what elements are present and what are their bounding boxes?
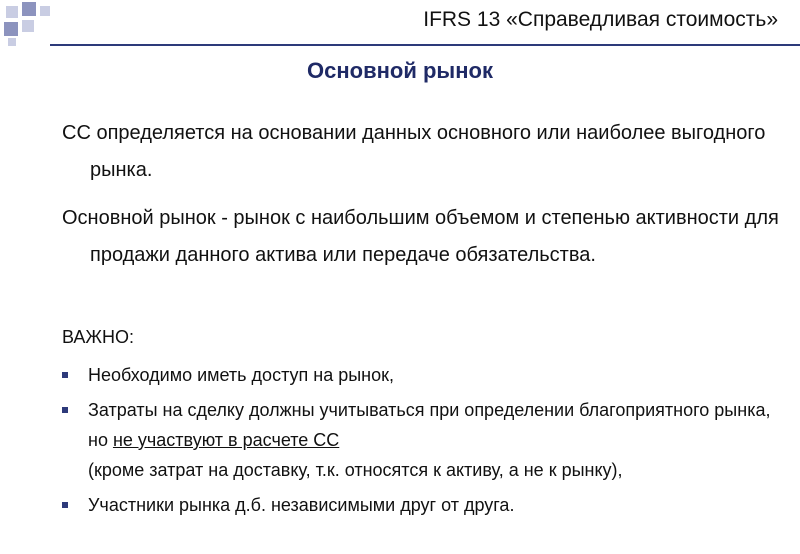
slide-title: Основной рынок <box>307 58 493 83</box>
decor-square <box>4 22 18 36</box>
list-item <box>62 490 782 520</box>
bullet-icon <box>62 372 68 378</box>
decor-square <box>8 38 16 46</box>
bullet-list <box>62 360 782 525</box>
header-title: IFRS 13 «Справедливая стоимость» <box>423 8 778 31</box>
decor-square <box>6 6 18 18</box>
header-bar <box>50 0 800 46</box>
important-label: ВАЖНО: <box>62 327 135 347</box>
bullet-text-note: (кроме затрат на доставку, т.к. относятся к активу, а не к рынку), <box>88 460 623 480</box>
bullet-icon <box>62 407 68 413</box>
bullet-text: Необходимо иметь доступ на рынок, <box>88 365 394 385</box>
decor-square <box>22 20 34 32</box>
paragraph-main-market: Основной рынок - рынок с наибольшим объемом и степенью активности для продажи данного актива или передаче обязательства. <box>62 207 779 266</box>
list-item <box>62 360 782 390</box>
decor-square <box>22 2 36 16</box>
bullet-text: Затраты на сделку должны учитываться при определении благоприятного рынка, но <box>88 400 771 450</box>
underlined-text: не участвуют в расчете СС <box>112 430 340 450</box>
bullet-icon <box>62 502 68 508</box>
paragraph-definition: СС определяется на основании данных основного или наиболее выгодного рынка. <box>62 122 766 181</box>
list-item <box>62 395 782 485</box>
decor-square <box>40 6 50 16</box>
bullet-text: Участники рынка д.б. независимыми друг от друга. <box>88 495 515 515</box>
